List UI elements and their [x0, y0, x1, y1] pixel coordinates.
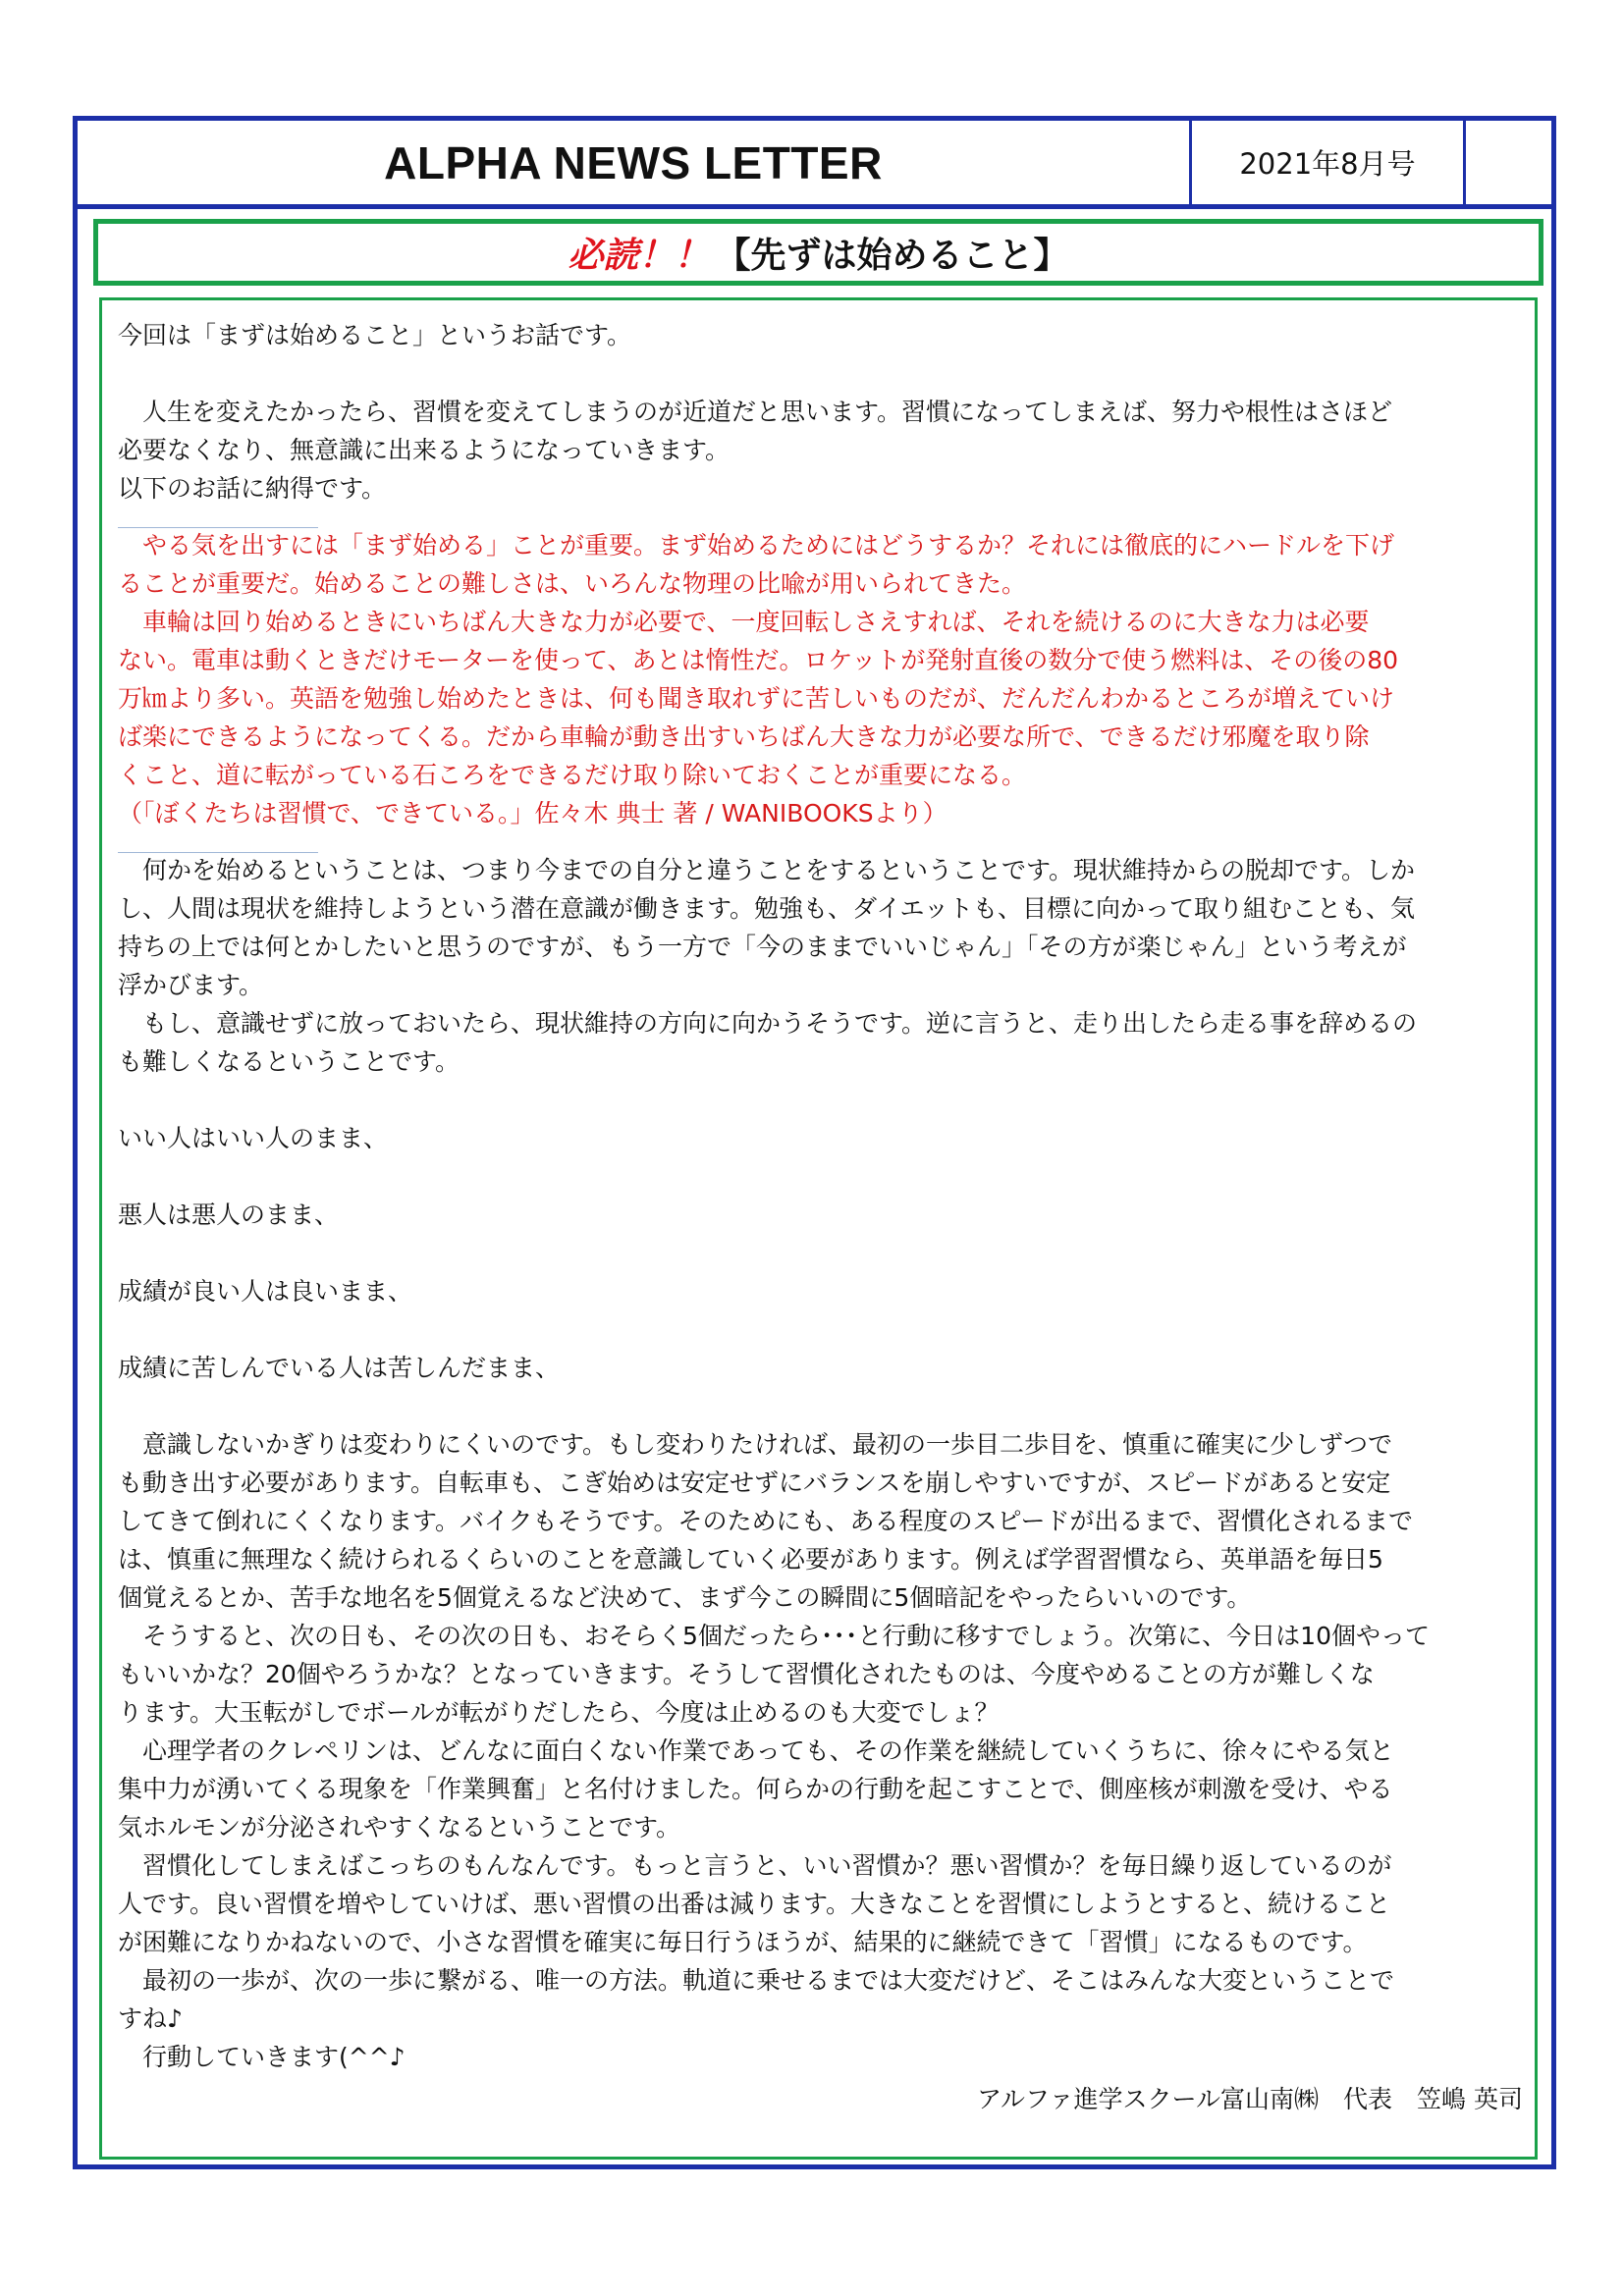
saying-line: 成績に苦しんでいる人は苦しんだまま、: [118, 1354, 561, 1382]
quote-line: やる気を出すには「まず始める」ことが重要。まず始めるためにはどうするか？それには徹底的にハードルを下げ: [118, 531, 1395, 560]
para3-line: 人です。良い習慣を増やしていけば、悪い習慣の出番は減ります。大きなことを習慣にしようとすると、続けること: [118, 1890, 1391, 1918]
para3-line: そうすると、次の日も、その次の日も、おそらく5個だったら･･･と行動に移すでしょう。次第に、今日は10個やって: [118, 1622, 1430, 1650]
para3-line: も動き出す必要があります。自転車も、こぎ始めは安定せずにバランスを崩しやすいですが、スピードがあると安定: [118, 1468, 1391, 1497]
para3-line: 習慣化してしまえばこっちのもんなんです。もっと言うと、いい習慣か？悪い習慣か？を毎日繰り返しているのが: [118, 1851, 1392, 1880]
must-read-label: 必読！！: [568, 235, 710, 276]
para2-line: 浮かびます。: [118, 971, 264, 999]
headline-topic: 【先ずは始めること】: [715, 235, 1069, 276]
saying-line: 悪人は悪人のまま、: [118, 1201, 340, 1229]
article-box: [99, 297, 1538, 2160]
quote-line: くこと、道に転がっている石ころをできるだけ取り除いておくことが重要になる。: [118, 761, 1027, 789]
para3-line: 集中力が湧いてくる現象を「作業興奮」と名付けました。何らかの行動を起こすことで、側座核が刺激を受け、やる: [118, 1775, 1393, 1803]
para3-line: 気ホルモンが分泌されやすくなるということです。: [118, 1813, 681, 1842]
para3-line: してきて倒れにくくなります。バイクもそうです。そのためにも、ある程度のスピードが出るまで、習慣化されるまで: [118, 1507, 1414, 1535]
quote-line: ば楽にできるようになってくる。だから車輪が動き出すいちばん大きな力が必要な所で、できるだけ邪魔を取り除: [118, 722, 1370, 751]
para3-line: 個覚えるとか、苦手な地名を5個覚えるなど決めて、まず今この瞬間に5個暗記をやったらいいのです。: [118, 1583, 1252, 1612]
quote-source: （「ぼくたちは習慣で、できている。」佐々木 典士 著 / WANIBOOKSより）: [118, 799, 947, 828]
header-blank-cell: [1466, 121, 1551, 204]
para3-line: すね♪: [118, 2004, 183, 2033]
article-body: [118, 316, 1527, 2118]
para2-line: 持ちの上では何とかしたいと思うのですが、もう一方で「今のままでいいじゃん」「その方が楽じゃん」という考えが: [118, 933, 1407, 961]
para3-line: 最初の一歩が、次の一歩に繋がる、唯一の方法。軌道に乗せるまでは大変だけど、そこはみんな大変ということで: [118, 1966, 1395, 1995]
para3-line: 行動していきます(^^♪: [118, 2043, 406, 2071]
para2-line: も難しくなるということです。: [118, 1047, 460, 1076]
newsletter-title: ALPHA NEWS LETTER: [384, 136, 883, 188]
para2-line: し、人間は現状を維持しようという潜在意識が働きます。勉強も、ダイエットも、目標に向かって取り組むことも、気: [118, 894, 1416, 923]
issue-date: 2021年8月号: [1189, 121, 1466, 204]
saying-line: いい人はいい人のまま、: [118, 1124, 389, 1152]
para3-line: は、慎重に無理なく続けられるくらいのことを意識していく必要があります。例えば学習習慣なら、英単語を毎日5: [118, 1545, 1383, 1574]
para2-line: もし、意識せずに放っておいたら、現状維持の方向に向かうそうです。逆に言うと、走り出したら走る事を辞めるの: [118, 1009, 1418, 1038]
quote-line: 車輪は回り始めるときにいちばん大きな力が必要で、一度回転しさえすれば、それを続けるのに大きな力は必要: [118, 608, 1370, 636]
para1-line: 以下のお話に納得です。: [118, 474, 387, 503]
para3-line: もいいかな？20個やろうかな？となっていきます。そうして習慣化されたものは、今度やめることの方が難しくな: [118, 1660, 1375, 1688]
para3-line: ります。大玉転がしでボールが転がりだしたら、今度は止めるのも大変でしょ？: [118, 1698, 1000, 1727]
para1-line: 必要なくなり、無意識に出来るようになっていきます。: [118, 436, 731, 464]
quote-line: ない。電車は動くときだけモーターを使って、あとは惰性だ。ロケットが発射直後の数分で使う燃料は、その後の80: [118, 646, 1399, 674]
para3-line: 心理学者のクレペリンは、どんなに面白くない作業であっても、その作業を継続していくうちに、徐々にやる気と: [118, 1736, 1394, 1765]
signature: アルファ進学スクール富山南㈱ 代表 笠嶋 英司: [977, 2085, 1523, 2113]
headline-box: [93, 219, 1543, 286]
header-bar: [78, 121, 1551, 209]
intro-line: 今回は「まずは始めること」というお話です。: [118, 321, 632, 349]
para3-line: 意識しないかぎりは変わりにくいのです。もし変わりたければ、最初の一歩目二歩目を、慎重に確実に少しずつで: [118, 1430, 1393, 1459]
saying-line: 成績が良い人は良いまま、: [118, 1277, 413, 1306]
quote-line: 万㎞より多い。英語を勉強し始めたときは、何も聞き取れずに苦しいものだが、だんだんわかるところが増えていけ: [118, 684, 1395, 713]
quote-line: ることが重要だ。始めることの難しさは、いろんな物理の比喩が用いられてきた。: [118, 569, 1027, 598]
para2-line: 何かを始めるということは、つまり今までの自分と違うことをするということです。現状維持からの脱却です。しか: [118, 856, 1416, 884]
newsletter-frame: [73, 116, 1556, 2169]
para1-line: 人生を変えたかったら、習慣を変えてしまうのが近道だと思います。習慣になってしまえば、努力や根性はさほど: [118, 398, 1393, 426]
para3-line: が困難になりかねないので、小さな習慣を確実に毎日行うほうが、結果的に継続できて「習慣」になるものです。: [118, 1928, 1368, 1956]
